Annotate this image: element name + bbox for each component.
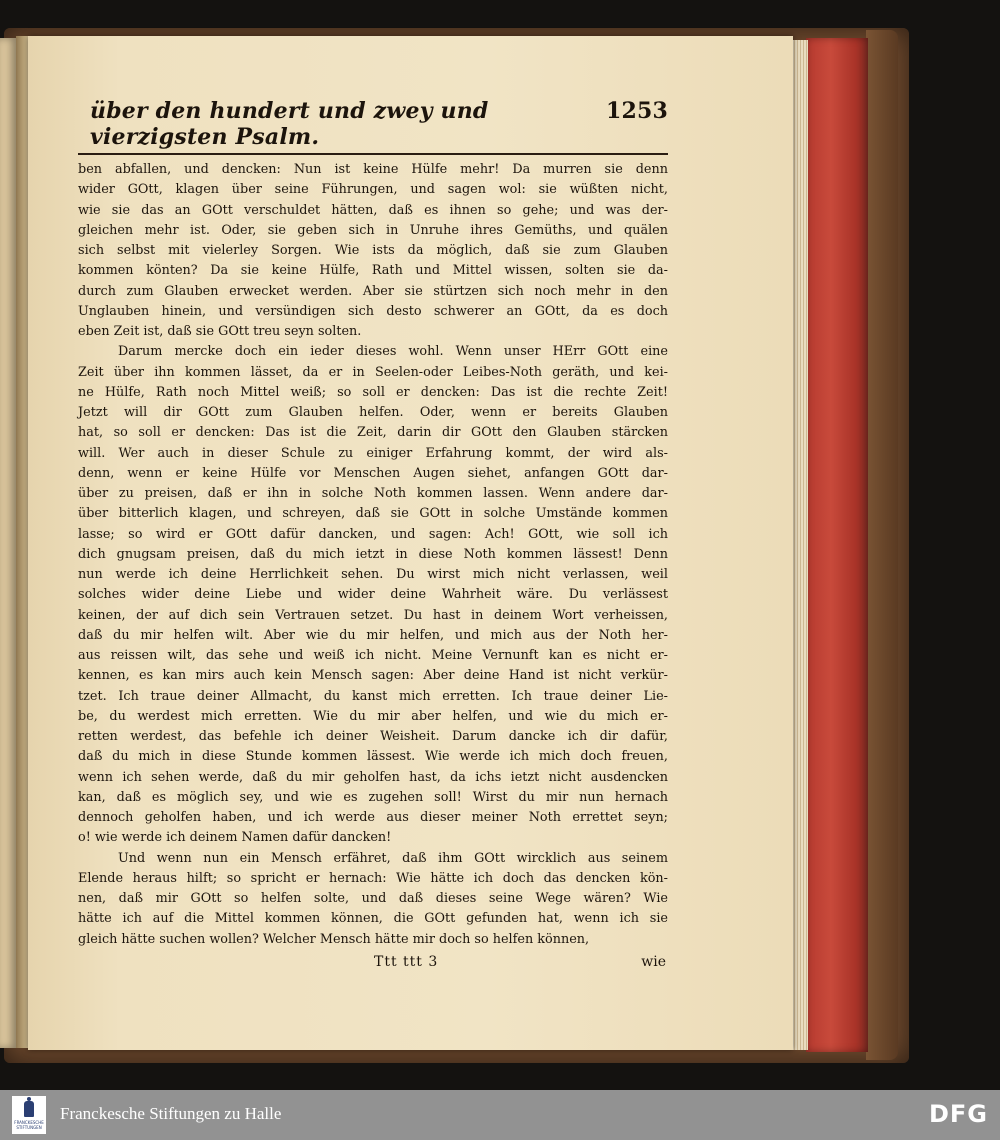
text-line: sich selbst mit vielerley Sorgen. Wie ists da möglich, daß sie zum Glauben [78,243,668,258]
page-number: 1253 [605,98,668,124]
text-line: hat, so soll er dencken: Das ist die Zeit, darin dir GOtt den Glauben stärcken [78,425,668,441]
text-line: dich gnugsam preisen, daß du mich ietzt in diese Noth kommen lässest! Denn [78,546,668,562]
text-line: Zeit über ihn kommen lässet, da er in Seelen-oder Leibes-Noth geräth, und kei- [78,364,668,380]
paragraph [78,342,668,848]
text-line: retten werdest, das befehle ich deiner Weisheit. Darum dancke ich dir dafür, [78,729,668,744]
text-line: wenn ich sehen werde, daß du mir geholfen hast, da ichs ietzt nicht ausdencken [78,769,668,785]
text-line: kommen könten? Da sie keine Hülfe, Rath und Mittel wissen, solten sie da- [78,263,668,279]
book-binding-edge [866,30,898,1060]
text-line: Jetzt will dir GOtt zum Glauben helfen. Oder, wenn er bereits Glauben [78,405,668,420]
text-line: gleich hätte suchen wollen? Welcher Mensch hätte mir doch so helfen können, [78,931,590,947]
text-line: ne Hülfe, Rath noch Mittel weiß; so soll er dencken: Das ist die rechte Zeit! [78,384,668,400]
running-header [78,98,668,153]
text-line: tzet. Ich traue deiner Allmacht, du kanst mich erretten. Ich traue deiner Lie- [78,688,668,704]
text-line: ben abfallen, und dencken: Nun ist keine Hülfe mehr! Da murren sie denn [78,162,668,177]
text-line: Darum mercke doch ein ieder dieses wohl. Wenn unser HErr GOtt eine [118,344,668,360]
text-line: aus reissen wilt, das sehe und weiß ich nicht. Meine Vernunft kan es nicht er- [78,648,668,663]
text-line: keinen, der auf dich sein Vertrauen setzet. Du hast in deinem Wort verheissen, [78,607,668,623]
text-line: hätte ich auf die Mittel kommen können, die GOtt gefunden hat, wenn ich sie [78,911,668,927]
text-line: über zu preisen, daß er ihn in solche Noth kommen lassen. Wenn andere dar- [78,486,668,501]
text-line: be, du werdest mich erretten. Wie du mir aber helfen, und wie du mich er- [78,708,668,724]
text-line: durch zum Glauben erwecket werden. Aber sie stürtzen sich noch mehr in den [78,283,668,299]
orphan-figure-icon [24,1101,34,1117]
text-line: über bitterlich klagen, und schreyen, daß sie GOtt in solche Umstände kommen [78,506,668,522]
logo-caption: FRANCKESCHE STIFTUNGEN [14,1120,44,1130]
text-line: Elende heraus hilft; so spricht er hernach: Wie hätte ich doch das dencken kön- [78,870,668,886]
page-edges [792,40,808,1050]
text-line: nen, daß mir GOtt so helfen solte, und daß dieses seine Wege wären? Wie [78,891,668,906]
red-page-edge [806,38,868,1052]
text-line: kennen, es kan mirs auch kein Mensch sagen: Aber deine Hand ist nicht verkür- [78,668,668,684]
text-line: gleichen mehr ist. Oder, sie geben sich in Unruhe ihres Gemüths, und quälen [78,222,668,238]
text-line: lasse; so wird er GOtt dafür dancken, und sagen: Ach! GOtt, wie soll ich [78,526,668,542]
text-line: o! wie werde ich deinem Namen dafür dancken! [78,830,392,846]
text-line: solches wider deine Liebe und wider deine Wahrheit wäre. Du verlässest [78,587,668,603]
header-rule [78,153,668,155]
text-line: denn, wenn er keine Hülfe vor Menschen Augen siehet, anfangen GOtt dar- [78,465,668,481]
paragraph [78,160,668,342]
bottom-bar [0,1090,1000,1140]
page-text-block [78,98,668,974]
text-line: Unglauben hinein, und versündigen sich desto schwerer an GOtt, da es doch [78,303,668,319]
text-line: wider GOtt, klagen über seine Führungen, und sagen wol: sie wüßten nicht, [78,182,668,198]
text-line: eben Zeit ist, daß sie GOtt treu seyn solten. [78,324,362,339]
running-title: über den hundert und zwey und vierzigsten Psalm. [90,98,489,150]
dfg-logo[interactable]: DFG [928,1100,988,1128]
text-line: will. Wer auch in dieser Schule zu einiger Erfahrung kommt, der wird als- [78,445,668,461]
text-line: daß du mir helfen wilt. Aber wie du mir helfen, und mich aus der Noth her- [78,627,668,643]
text-line: wie sie das an GOtt verschuldet hätten, daß es ihnen so gehe; und was der- [78,202,668,218]
institution-logo[interactable] [12,1096,46,1134]
text-line: daß du mich in diese Stunde kommen lässest. Wie werde ich mich doch freuen, [78,749,668,765]
catchword: wie [641,953,666,970]
left-page-edge [0,38,16,1048]
text-line: nun werde ich deine Herrlichkeit sehen. Du wirst mich nicht verlassen, weil [78,567,668,582]
paragraph [78,849,668,950]
page-footer [78,952,668,974]
text-line: Und wenn nun ein Mensch erfähret, daß ihm GOtt wircklich aus seinem [118,850,668,866]
institution-name[interactable]: Franckesche Stiftungen zu Halle [60,1104,282,1123]
text-line: dennoch geholfen haben, und ich werde aus dieser meiner Noth errettet seyn; [78,810,668,825]
text-line: kan, daß es möglich sey, und wie es zugehen soll! Wirst du mir nun hernach [78,789,668,805]
body-text [78,160,668,950]
signature-mark: Ttt ttt 3 [374,953,439,970]
